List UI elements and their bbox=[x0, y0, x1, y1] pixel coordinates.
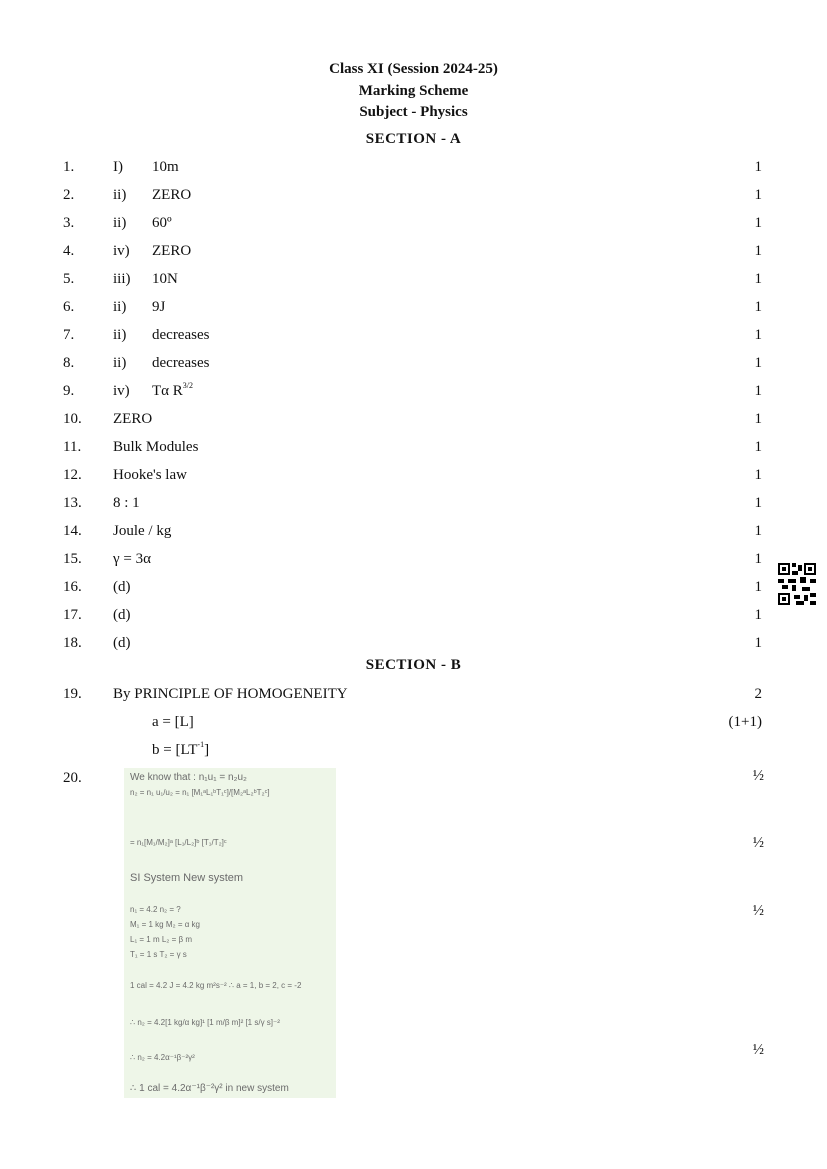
answer-text: decreases bbox=[152, 327, 210, 343]
question-number: 16. bbox=[63, 579, 82, 595]
question-number: 4. bbox=[63, 243, 75, 259]
question-number: 5. bbox=[63, 271, 75, 287]
image-line: We know that : n₁u₁ = n₂u₂ bbox=[130, 772, 247, 783]
doc-subject: Subject - Physics bbox=[359, 104, 468, 120]
marks: 1 bbox=[754, 383, 762, 399]
option-label: iii) bbox=[113, 271, 131, 287]
image-line: M₁ = 1 kg M₂ = α kg bbox=[130, 920, 201, 929]
section-a-title: SECTION - A bbox=[365, 131, 462, 147]
doc-subtitle: Marking Scheme bbox=[358, 83, 469, 99]
image-line: T₁ = 1 s T₂ = γ s bbox=[130, 950, 187, 959]
answer-text: (d) bbox=[113, 635, 131, 651]
question-row bbox=[0, 240, 827, 262]
answer-b: $b = [LT^{-1}]$ bbox=[152, 740, 210, 758]
question-number: 20. bbox=[63, 770, 82, 786]
image-line: L₁ = 1 m L₂ = β m bbox=[130, 935, 192, 944]
image-line: SI System New system bbox=[130, 872, 244, 884]
marks: 2 bbox=[754, 686, 762, 702]
image-line: n₁ = 4.2 n₂ = ? bbox=[130, 905, 181, 914]
question-number: 11. bbox=[63, 439, 82, 455]
question-number: 8. bbox=[63, 355, 75, 371]
marks: 1 bbox=[754, 579, 762, 595]
question-row bbox=[0, 492, 827, 514]
option-label: ii) bbox=[113, 299, 127, 315]
question-number: 3. bbox=[63, 215, 75, 231]
doc-title: Class XI (Session 2024-25) bbox=[329, 61, 498, 77]
question-row bbox=[0, 548, 827, 570]
marks: 1 bbox=[754, 439, 762, 455]
answer-text: 60º bbox=[152, 215, 172, 231]
answer-text: 8 : 1 bbox=[113, 495, 140, 511]
marks: 1 bbox=[754, 635, 762, 651]
answer-text: ZERO bbox=[152, 187, 192, 203]
marks: 1 bbox=[754, 271, 762, 287]
answer-text: Bulk Modules bbox=[113, 439, 199, 455]
question-row bbox=[0, 352, 827, 374]
question-row bbox=[0, 464, 827, 486]
question-number: 6. bbox=[63, 299, 75, 315]
question-number: 18. bbox=[63, 635, 82, 651]
answer-text: Joule / kg bbox=[113, 523, 172, 539]
image-line: ∴ n₂ = 4.2α⁻¹β⁻²γ² bbox=[130, 1053, 195, 1062]
question-number: 14. bbox=[63, 523, 82, 539]
question-row bbox=[0, 380, 827, 402]
option-label: iv) bbox=[113, 243, 130, 259]
marks: 1 bbox=[754, 355, 762, 371]
marks: 1 bbox=[754, 243, 762, 259]
question-row bbox=[0, 604, 827, 626]
image-line: ∴ n₂ = 4.2[1 kg/α kg]¹ [1 m/β m]² [1 s/γ s]⁻² bbox=[130, 1018, 280, 1027]
question-row bbox=[0, 408, 827, 430]
answer-text: 9J bbox=[152, 299, 166, 315]
question-row bbox=[0, 156, 827, 178]
answer-text: Hooke's law bbox=[113, 467, 187, 483]
marks: 1 bbox=[754, 607, 762, 623]
option-label: ii) bbox=[113, 215, 127, 231]
marks-half: ½ bbox=[752, 835, 764, 851]
marks: 1 bbox=[754, 327, 762, 343]
question-number: 12. bbox=[63, 467, 82, 483]
answer-a: a = [L] bbox=[152, 714, 194, 730]
question-row bbox=[0, 268, 827, 290]
marks: 1 bbox=[754, 215, 762, 231]
question-number: 10. bbox=[63, 411, 82, 427]
section-b-title: SECTION - B bbox=[365, 657, 462, 673]
answer-text: Tα $R^{3/2}$ bbox=[152, 381, 194, 399]
marks: 1 bbox=[754, 551, 762, 567]
answer-text: By PRINCIPLE OF HOMOGENEITY bbox=[113, 686, 348, 702]
marks: 1 bbox=[754, 159, 762, 175]
question-number: 17. bbox=[63, 607, 82, 623]
question-row bbox=[0, 324, 827, 346]
question-number: 15. bbox=[63, 551, 82, 567]
marks-half: ½ bbox=[752, 1042, 764, 1058]
marks: 1 bbox=[754, 467, 762, 483]
question-row bbox=[0, 576, 827, 598]
question-number: 13. bbox=[63, 495, 82, 511]
solution-image bbox=[124, 768, 336, 1098]
marks: 1 bbox=[754, 411, 762, 427]
answer-text: decreases bbox=[152, 355, 210, 371]
answer-text: 10N bbox=[152, 271, 178, 287]
option-label: ii) bbox=[113, 355, 127, 371]
answer-text: (d) bbox=[113, 607, 131, 623]
option-label: ii) bbox=[113, 327, 127, 343]
question-number: 1. bbox=[63, 159, 75, 175]
question-row bbox=[0, 632, 827, 654]
question-row bbox=[0, 436, 827, 458]
marks-half: ½ bbox=[752, 768, 764, 784]
marks: 1 bbox=[754, 523, 762, 539]
image-line: n₂ = n₁ u₁/u₂ = n₁ [M₁ᵃL₁ᵇT₁ᶜ]/[M₂ᵃL₂ᵇT₂ᶜ] bbox=[130, 788, 270, 797]
marks: 1 bbox=[754, 495, 762, 511]
answer-text: ZERO bbox=[113, 411, 153, 427]
answer-text: ZERO bbox=[152, 243, 192, 259]
question-number: 7. bbox=[63, 327, 75, 343]
image-line: ∴ 1 cal = 4.2α⁻¹β⁻²γ² in new system bbox=[130, 1083, 289, 1094]
question-number: 9. bbox=[63, 383, 75, 399]
image-line: 1 cal = 4.2 J = 4.2 kg m²s⁻² ∴ a = 1, b = 2, c = -2 bbox=[130, 981, 302, 990]
question-row bbox=[0, 184, 827, 206]
answer-text: γ = 3α bbox=[113, 551, 151, 567]
option-label: ii) bbox=[113, 187, 127, 203]
question-number: 2. bbox=[63, 187, 75, 203]
marks-half: ½ bbox=[752, 903, 764, 919]
option-label: I) bbox=[113, 159, 123, 175]
question-number: 19. bbox=[63, 686, 82, 702]
marks: 1 bbox=[754, 299, 762, 315]
qr-code-icon bbox=[778, 563, 816, 605]
marks-split: (1+1) bbox=[728, 714, 762, 730]
image-line: = n₁[M₁/M₂]ᵃ [L₁/L₂]ᵇ [T₁/T₂]ᶜ bbox=[130, 838, 227, 847]
marks: 1 bbox=[754, 187, 762, 203]
question-row bbox=[0, 520, 827, 542]
question-row bbox=[0, 296, 827, 318]
question-row bbox=[0, 212, 827, 234]
answer-text: 10m bbox=[152, 159, 179, 175]
option-label: iv) bbox=[113, 383, 130, 399]
question-row-19 bbox=[0, 683, 827, 705]
answer-text: (d) bbox=[113, 579, 131, 595]
